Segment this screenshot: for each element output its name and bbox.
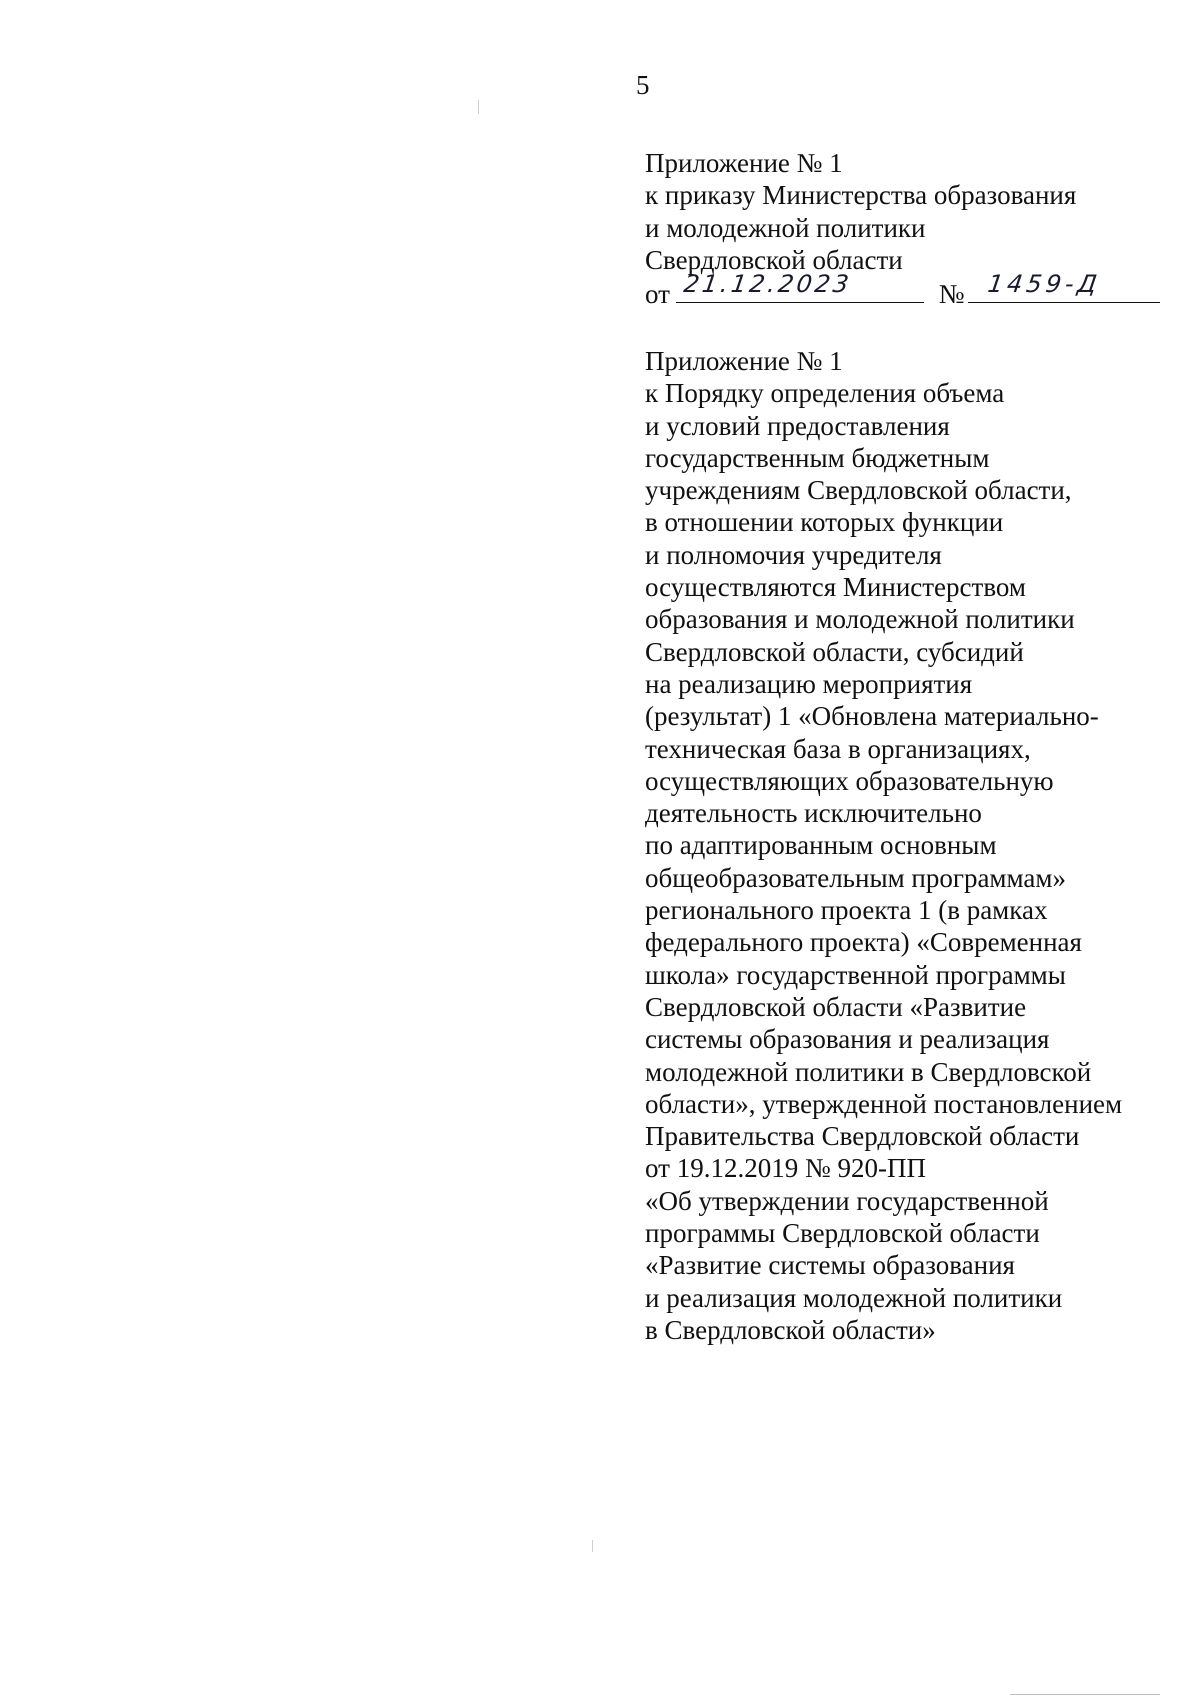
appendix-procedure-line: системы образования и реализация — [645, 1024, 1050, 1055]
appendix-procedure-line: государственным бюджетным — [645, 442, 990, 473]
appendix-procedure-line: на реализацию мероприятия — [645, 668, 973, 699]
appendix-procedure-line: осуществляются Министерством — [645, 572, 1026, 603]
appendix-order-line: к приказу Министерства образования — [645, 180, 1077, 211]
appendix-procedure-line: Правительства Свердловской области — [645, 1121, 1080, 1152]
appendix-order-line: Свердловской области — [645, 244, 903, 275]
appendix-procedure-line: «Развитие системы образования — [645, 1250, 1015, 1281]
order-date-number-row — [645, 269, 1160, 310]
appendix-order-block — [645, 147, 1160, 308]
appendix-procedure-line: школа» государственной программы — [645, 959, 1066, 990]
appendix-order-line: Приложение № 1 — [645, 148, 843, 178]
appendix-procedure-line: и реализация молодежной политики — [645, 1282, 1063, 1313]
appendix-order-line: и молодежной политики — [645, 212, 926, 243]
appendix-procedure-block — [645, 345, 1122, 1346]
appendix-procedure-line: образования и молодежной политики — [645, 604, 1075, 635]
handwritten-number: 1459-Д — [986, 269, 1103, 298]
appendix-procedure-line: программы Свердловской области — [645, 1218, 1040, 1249]
page-number: 5 — [636, 70, 650, 100]
date-prefix: от — [645, 279, 670, 310]
appendix-procedure-line: регионального проекта 1 (в рамках — [645, 895, 1048, 926]
appendix-procedure-line: от 19.12.2019 № 920-ПП — [645, 1153, 926, 1184]
appendix-procedure-line: техническая база в организациях, — [645, 733, 1031, 764]
appendix-procedure-line: (результат) 1 «Обновлена материально- — [645, 701, 1099, 732]
appendix-procedure-line: к Порядку определения объема — [645, 378, 1005, 409]
appendix-procedure-line: деятельность исключительно — [645, 798, 982, 829]
appendix-procedure-line: в отношении которых функции — [645, 507, 1004, 538]
scan-artifact-bottom — [592, 1540, 593, 1552]
appendix-procedure-line: осуществляющих образовательную — [645, 765, 1054, 796]
appendix-procedure-line: «Об утверждении государственной — [645, 1185, 1049, 1216]
scan-artifact-top — [478, 100, 479, 114]
appendix-procedure-line: учреждениям Свердловской области, — [645, 475, 1072, 506]
appendix-procedure-line: области», утвержденной постановлением — [645, 1088, 1123, 1119]
appendix-procedure-line: и полномочия учредителя — [645, 539, 942, 570]
appendix-procedure-line: Свердловской области «Развитие — [645, 991, 1027, 1022]
appendix-procedure-line: общеобразовательным программам» — [645, 862, 1066, 893]
appendix-procedure-line: Свердловской области, субсидий — [645, 636, 1024, 667]
handwritten-date: 21.12.2023 — [682, 269, 854, 298]
scan-artifact-edge — [1010, 1694, 1160, 1695]
number-fill-line — [968, 269, 1160, 303]
appendix-procedure-line: Приложение № 1 — [645, 346, 843, 376]
appendix-procedure-line: по адаптированным основным — [645, 830, 997, 861]
appendix-procedure-line: в Свердловской области» — [645, 1314, 936, 1345]
appendix-procedure-line: и условий предоставления — [645, 410, 950, 441]
appendix-procedure-line: молодежной политики в Свердловской — [645, 1056, 1092, 1087]
appendix-procedure-line: федерального проекта) «Современная — [645, 927, 1082, 958]
date-fill-line — [676, 269, 924, 303]
number-prefix: № — [938, 279, 965, 310]
